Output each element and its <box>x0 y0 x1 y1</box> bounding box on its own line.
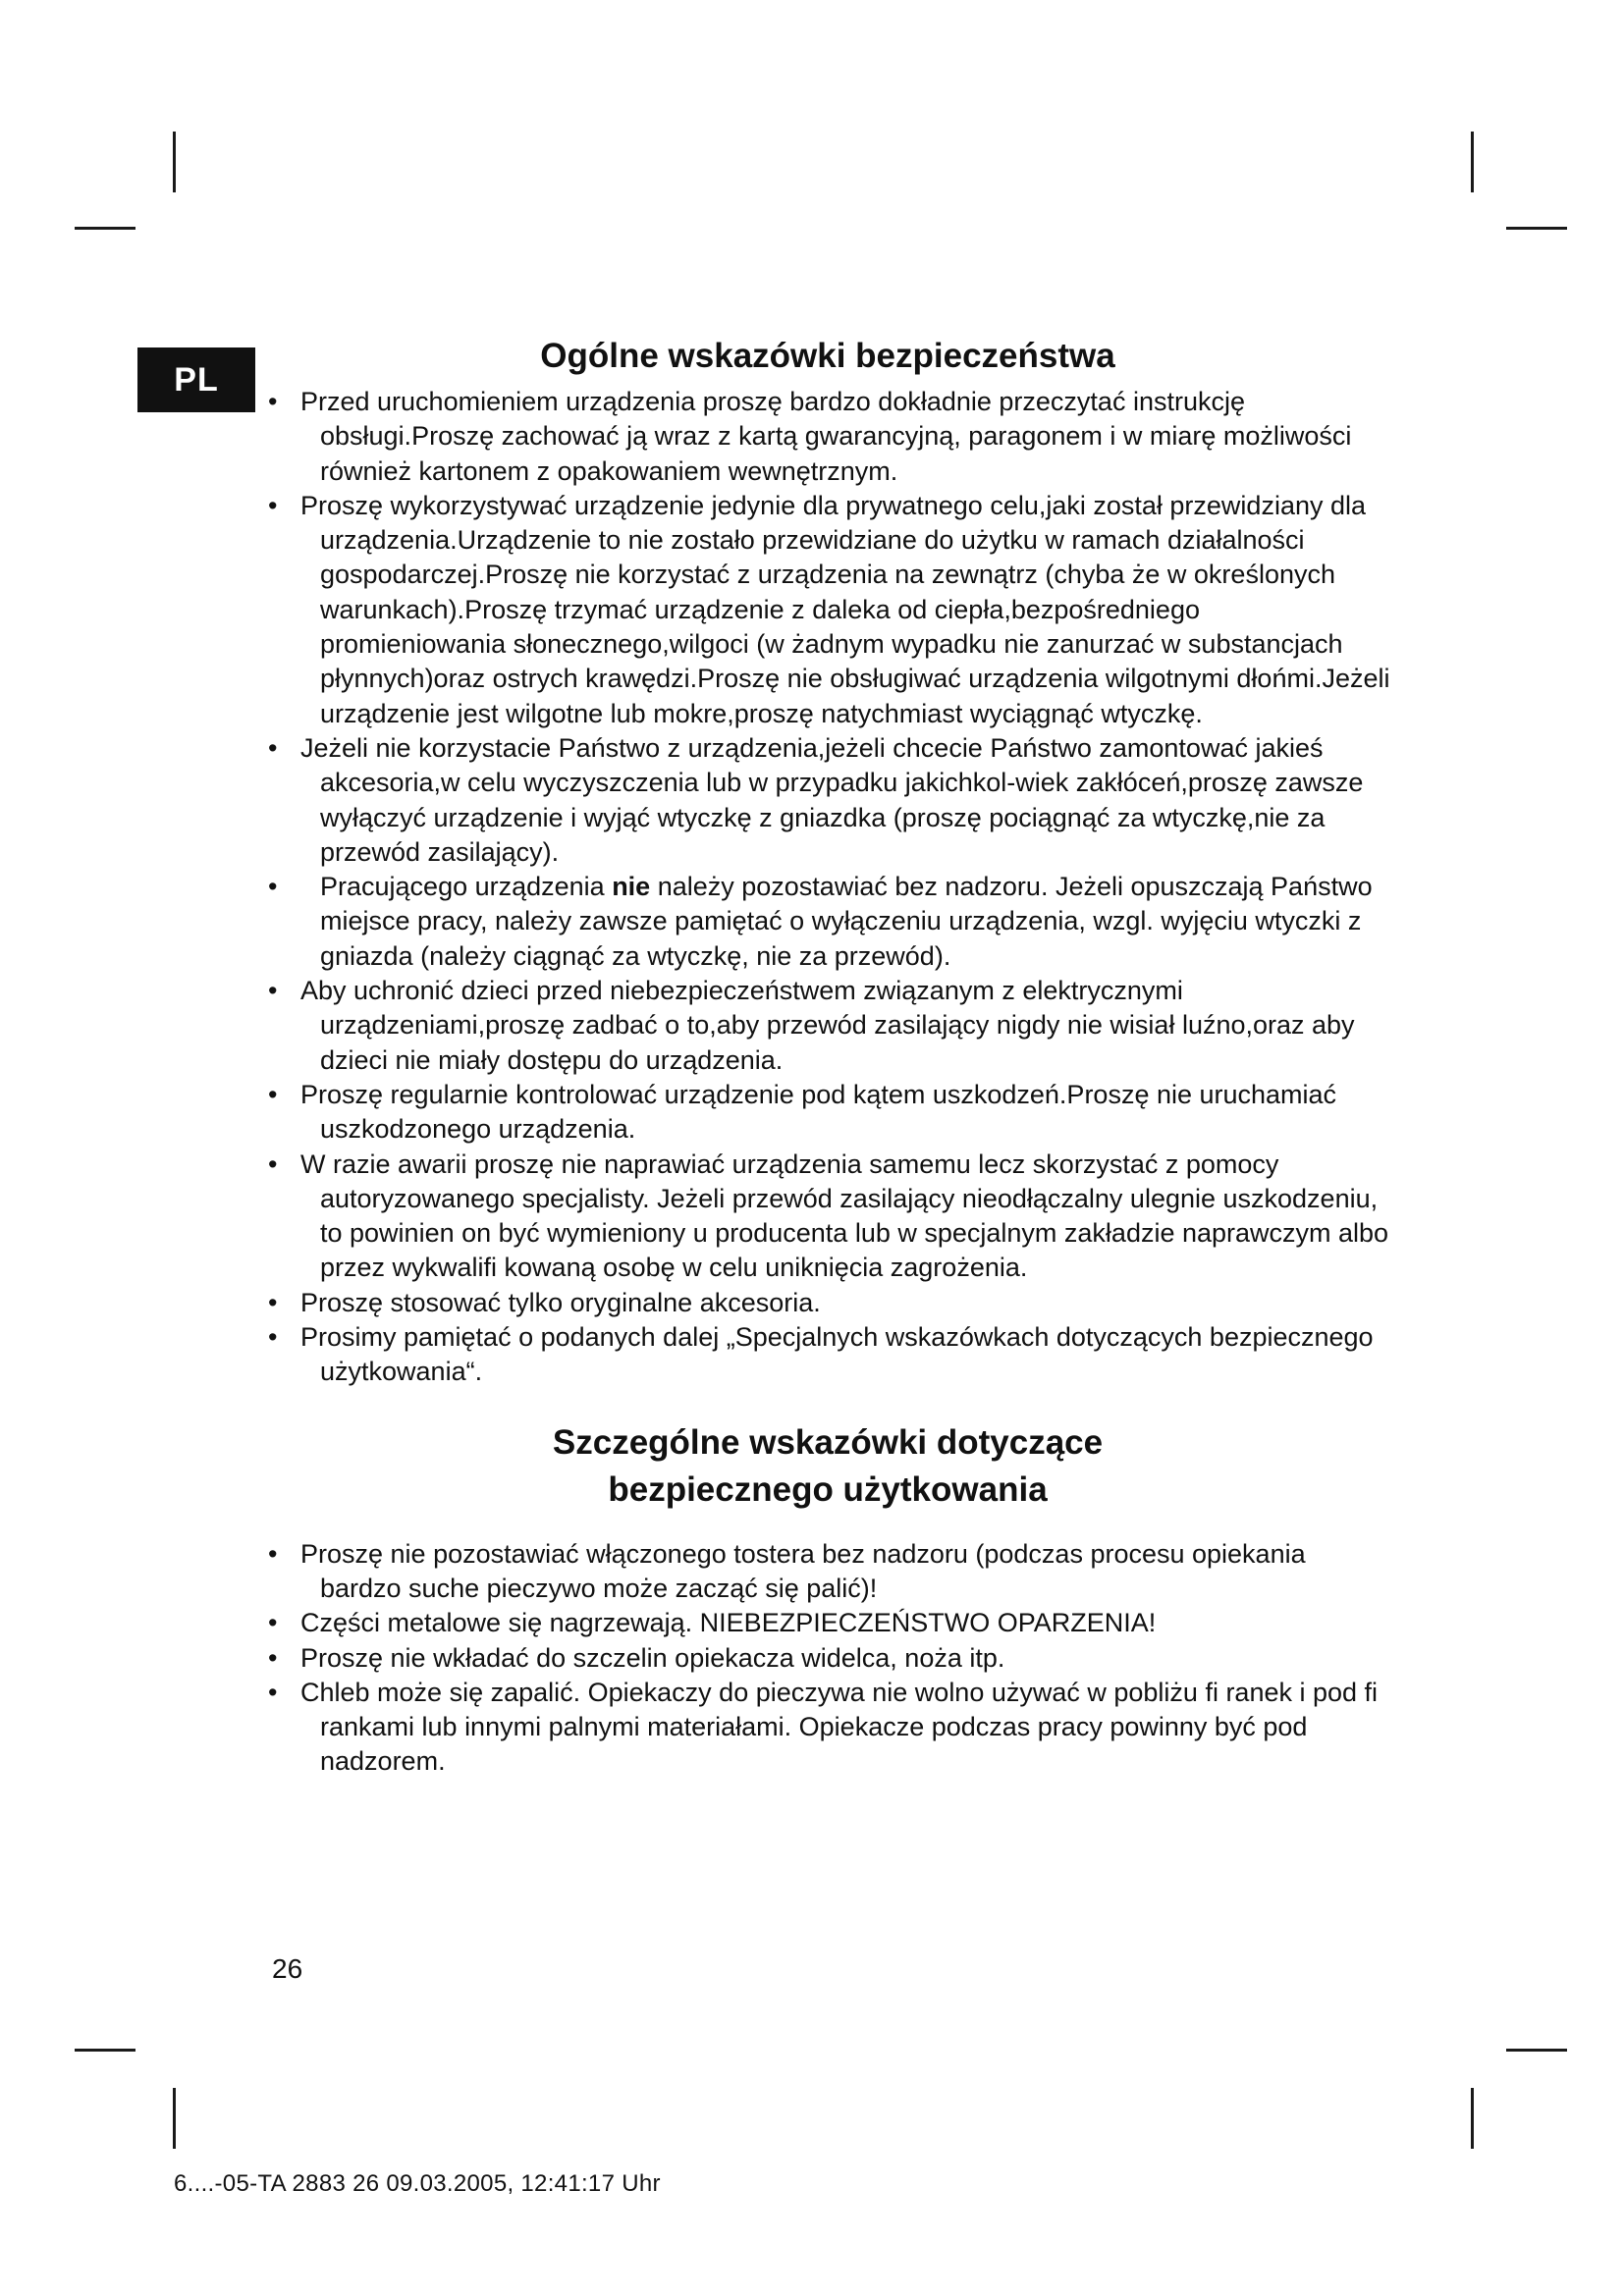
list-item-text: Przed uruchomieniem urządzenia proszę bardzo dokładnie przeczytać instrukcję obsługi.Proszę zachować ją wraz z kartą gwarancyjną, paragonem i w miarę możliwości również kartonem z opakowaniem wewnętrznym. <box>300 387 1352 486</box>
list-item <box>263 489 1392 731</box>
section-title-line: bezpiecznego użytkowania <box>608 1469 1048 1509</box>
list-item <box>263 1286 1392 1320</box>
crop-mark-top-left-vertical <box>173 132 176 192</box>
crop-mark-top-right-horizontal <box>1506 227 1567 230</box>
list-item <box>263 1676 1392 1780</box>
bullet: • <box>268 1677 278 1707</box>
crop-mark-bottom-right-horizontal <box>1506 2049 1567 2052</box>
section-title-general-safety: Ogólne wskazówki bezpieczeństwa <box>540 337 1115 375</box>
crop-mark-bottom-left-vertical <box>173 2088 176 2149</box>
list-item-text: Części metalowe się nagrzewają. NIEBEZPIECZEŃSTWO OPARZENIA! <box>300 1608 1157 1638</box>
list-item <box>263 1606 1392 1640</box>
list-item <box>263 1078 1392 1148</box>
bullet: • <box>268 732 278 763</box>
list-item-text <box>300 870 1392 974</box>
bullet: • <box>268 1148 278 1179</box>
list-item <box>263 385 1392 489</box>
list-item-text: Prosimy pamiętać o podanych dalej „Specjalnych wskazówkach dotyczących bezpiecznego użytkowania“. <box>300 1322 1374 1387</box>
special-safety-list <box>263 1537 1392 1780</box>
crop-mark-top-right-vertical <box>1471 132 1474 192</box>
list-item-text: Aby uchronić dzieci przed niebezpieczeństwem związanym z elektrycznymi urządzeniami,proszę zadbać o to,aby przewód zasilający nigdy nie wisiał luźno,oraz aby dzieci nie miały dostępu do urządzenia. <box>300 976 1355 1075</box>
list-item <box>263 1537 1392 1607</box>
page-number: 26 <box>272 1953 303 1984</box>
list-item-text-part: Pracującego urządzenia <box>320 872 613 902</box>
list-item <box>263 974 1392 1078</box>
language-tab: PL <box>137 347 255 412</box>
bullet: • <box>268 1642 278 1673</box>
list-item <box>263 1641 1392 1676</box>
list-item-text: Proszę stosować tylko oryginalne akcesoria. <box>300 1287 821 1317</box>
bullet: • <box>268 490 278 520</box>
crop-mark-bottom-left-horizontal <box>75 2049 135 2052</box>
bullet: • <box>268 1079 278 1109</box>
bullet: • <box>268 1608 278 1638</box>
crop-mark-bottom-right-vertical <box>1471 2088 1474 2149</box>
bullet: • <box>268 1538 278 1569</box>
section-title-special-safety <box>263 1419 1392 1514</box>
list-item-text: Proszę regularnie kontrolować urządzenie pod kątem uszkodzeń.Proszę nie uruchamiać uszkodzonego urządzenia. <box>300 1079 1337 1145</box>
list-item-text: Proszę nie pozostawiać włączonego tostera bez nadzoru (podczas procesu opiekania bardzo suche pieczywo może zacząć się palić)! <box>300 1538 1306 1603</box>
bullet: • <box>268 976 278 1006</box>
section-title-line: Szczególne wskazówki dotyczące <box>552 1422 1104 1462</box>
general-safety-list <box>263 385 1392 1390</box>
list-item-text: Proszę wykorzystywać urządzenie jedynie dla prywatnego celu,jaki został przewidziany dla urządzenia.Urządzenie to nie zostało przewidziane do użytku w ramach działalności gospodarczej.Proszę nie korzystać z urządzenia na zewnątrz (chyba że w określonych warunkach).Proszę trzymać urządzenie z daleka od ciepła,bezpośredniego promieniowania słonecznego,wilgoci (w żadnym wypadku nie zanurzać w substancjach płynnych)oraz ostrych krawędzi.Proszę nie obsługiwać urządzenia wilgotnymi dłońmi.Jeżeli urządzenie jest wilgotne lub mokre,proszę natychmiast wyciągnąć wtyczkę. <box>300 490 1390 728</box>
list-item-text: Proszę nie wkładać do szczelin opiekacza widelca, noża itp. <box>300 1642 1005 1673</box>
list-item-text: W razie awarii proszę nie naprawiać urządzenia samemu lecz skorzystać z pomocy autoryzowanego specjalisty. Jeżeli przewód zasilający nieodłączalny ulegnie uszkodzeniu, to powinien on być wymieniony u producenta lub w specjalnym zakładzie naprawczym albo przez wykwalifi kowaną osobę w celu uniknięcia zagrożenia. <box>300 1148 1389 1283</box>
print-footer: 6....-05-TA 2883 26 09.03.2005, 12:41:17 Uhr <box>174 2170 661 2197</box>
list-item-bold-word: nie <box>612 872 651 902</box>
list-item <box>263 1148 1392 1286</box>
list-item-text-part: należy pozostawiać bez nadzoru. Jeżeli opuszczają Państwo miejsce pracy, należy zawsze pamiętać o wyłączeniu urządzenia, wzgl. wyjęciu wtyczki z gniazda (należy ciągnąć za wtyczkę, nie za przewód). <box>320 872 1373 971</box>
document-content <box>263 334 1392 1780</box>
bullet: • <box>268 1287 278 1317</box>
list-item-text: Chleb może się zapalić. Opiekaczy do pieczywa nie wolno używać w pobliżu fi ranek i pod fi rankami lub innymi palnymi materiałami. Opiekacze podczas pracy powinny być pod nadzorem. <box>300 1677 1379 1777</box>
list-item <box>263 870 1392 974</box>
bullet: • <box>268 1322 278 1353</box>
crop-mark-top-left-horizontal <box>75 227 135 230</box>
bullet: • <box>268 872 278 902</box>
list-item-text: Jeżeli nie korzystacie Państwo z urządzenia,jeżeli chcecie Państwo zamontować jakieś akcesoria,w celu wyczyszczenia lub w przypadku jakichkol-wiek zakłóceń,proszę zawsze wyłączyć urządzenie i wyjąć wtyczkę z gniazdka (proszę pociągnąć za wtyczkę,nie za przewód zasilający). <box>300 732 1364 867</box>
bullet: • <box>268 387 278 416</box>
list-item <box>263 1320 1392 1390</box>
list-item <box>263 731 1392 870</box>
